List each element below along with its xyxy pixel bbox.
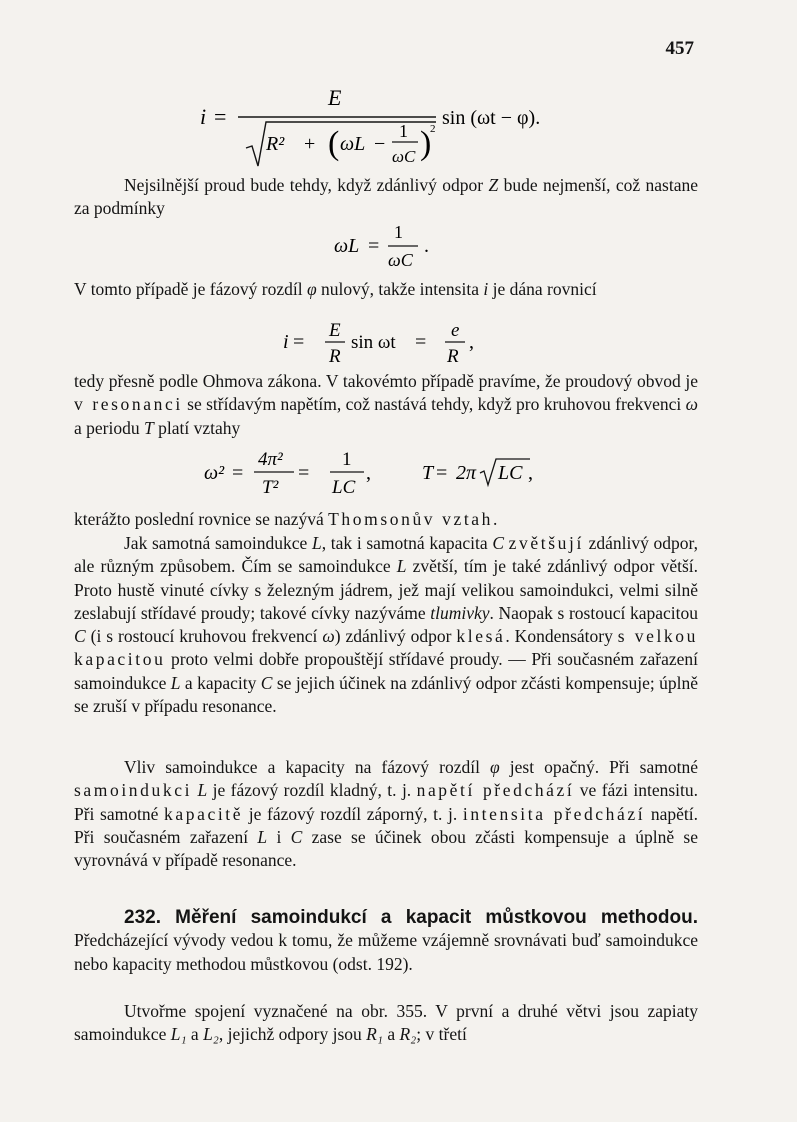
paragraph-3: tedy přesně podle Ohmova zákona. V takovémto případě pravíme, že proudový obvod je v resonanci se střídavým napětím, což nastává tehdy, když pro kruhovou frekvenci ω a periodu T platí vztahy — [74, 371, 698, 438]
f4-eq3: = — [436, 462, 448, 484]
f3-n1: E — [329, 320, 341, 341]
f2-eq: = — [368, 235, 380, 257]
formula-thomson — [118, 447, 578, 502]
paragraph-1: Nejsilnější proud bude tehdy, když zdánlivý odpor Z bude nejmenší, což nastane za podmínky — [74, 175, 698, 219]
f2-lhs: ωL — [334, 235, 360, 257]
paragraph-6: Vliv samoindukce a kapacity na fázový rozdíl φ jest opačný. Při samotné samoindukci L je fázový rozdíl kladný, t. j. napětí předchází ve fázi intensitu. Při samotné kapacitě je fázový rozdíl záporný, t. j. intensita předchází napětí. Při současném zařazení L i C zase se účinek obou zčásti kompensuje a úplně se vyrovnává v případě resonance. — [74, 757, 699, 871]
f4-n1: 4π² — [258, 449, 283, 470]
f1-trail: sin (ωt − φ). — [442, 107, 541, 129]
f1-omegaL: ωL — [340, 133, 366, 155]
formula-ohm — [283, 318, 503, 370]
paragraph-2: V tomto případě je fázový rozdíl φ nulový, takže intensita i je dána rovnicí — [74, 279, 597, 299]
f1-eq: = — [214, 104, 227, 129]
f1-num: E — [328, 88, 342, 110]
f4-d1: T² — [262, 477, 279, 498]
page-number: 457 — [665, 38, 694, 59]
f1-lparen: ( — [328, 125, 340, 162]
f4-eq1: = — [232, 462, 244, 484]
paragraph-5: Jak samotná samoindukce L, tak i samotná kapacita C zvětšují zdánlivý odpor, ale různým způsobem. Čím se samoindukce L zvětší, tím je také zdánlivý odpor větší. Proto hustě vinuté cívky s železným jádrem, jež mají velikou samoindukci, velmi silně zeslabují střídavé proudy; takové cívky nazýváme tlumivky. Naopak s rostoucí kapacitou C (i s rostoucí kruhovou frekvencí ω) zdánlivý odpor klesá. Kondensátory s velkou kapacitou proto velmi dobře propouštějí střídavé proudy. — Při současném zařazení samoindukce L a kapacity C se jejich účinek na zdánlivý odpor zčásti kompensuje; úplně se zruší v případu resonance. — [74, 533, 699, 717]
f4-lhs: ω² — [204, 462, 225, 484]
f4-t-rhs: 2π — [456, 462, 477, 484]
f1-omegaC: ωC — [392, 147, 416, 166]
f1-lhs: i — [200, 104, 207, 129]
paragraph-4: kterážto poslední rovnice se nazývá Thomsonův vztah. — [74, 509, 498, 529]
f1-r2: R² — [266, 133, 285, 155]
f3-lhs: i — [283, 331, 289, 353]
f2-den: ωC — [388, 250, 413, 270]
f4-d2: LC — [332, 477, 356, 498]
formula-resonance-condition — [334, 220, 454, 270]
f1-plus: + — [304, 133, 316, 155]
f4-sqrt-arg: LC — [498, 462, 523, 484]
section-heading: 232. Měření samoindukcí a kapacit můstkovou methodou. — [124, 907, 698, 928]
f3-eq2: = — [415, 331, 427, 353]
f4-trail: , — [528, 462, 533, 484]
f2-num: 1 — [394, 222, 403, 242]
section-232: 232. Měření samoindukcí a kapacit můstkovou methodou. Předcházející vývody vedou k tomu, že můžeme vzájemně srovnávati buď samoindukce nebo kapacity methodou můstkovou (odst. 192). — [74, 907, 698, 974]
f3-d2: R — [447, 346, 459, 367]
f1-minus: − — [374, 133, 386, 155]
f4-eq2: = — [298, 462, 310, 484]
f3-mid: sin ωt — [351, 332, 396, 353]
f2-trail: . — [424, 235, 429, 257]
f3-d1: R — [329, 346, 341, 367]
f1-sq: 2 — [430, 123, 436, 135]
f4-comma: , — [366, 462, 371, 484]
paragraph-8: Utvořme spojení vyznačené na obr. 355. V první a druhé větvi jsou zapiaty samoindukce L₁ a L₂, jejichž odpory jsou R₁ a R₂; v třetí — [74, 1001, 698, 1045]
formula-current-amplitude — [196, 88, 576, 170]
f1-one: 1 — [399, 121, 408, 141]
f4-n2: 1 — [342, 449, 352, 470]
f4-t-lhs: T — [422, 462, 434, 484]
f3-trail: , — [469, 331, 474, 353]
f3-n2: e — [451, 320, 460, 341]
f1-rparen: ) — [420, 125, 432, 162]
f3-eq1: = — [293, 331, 305, 353]
